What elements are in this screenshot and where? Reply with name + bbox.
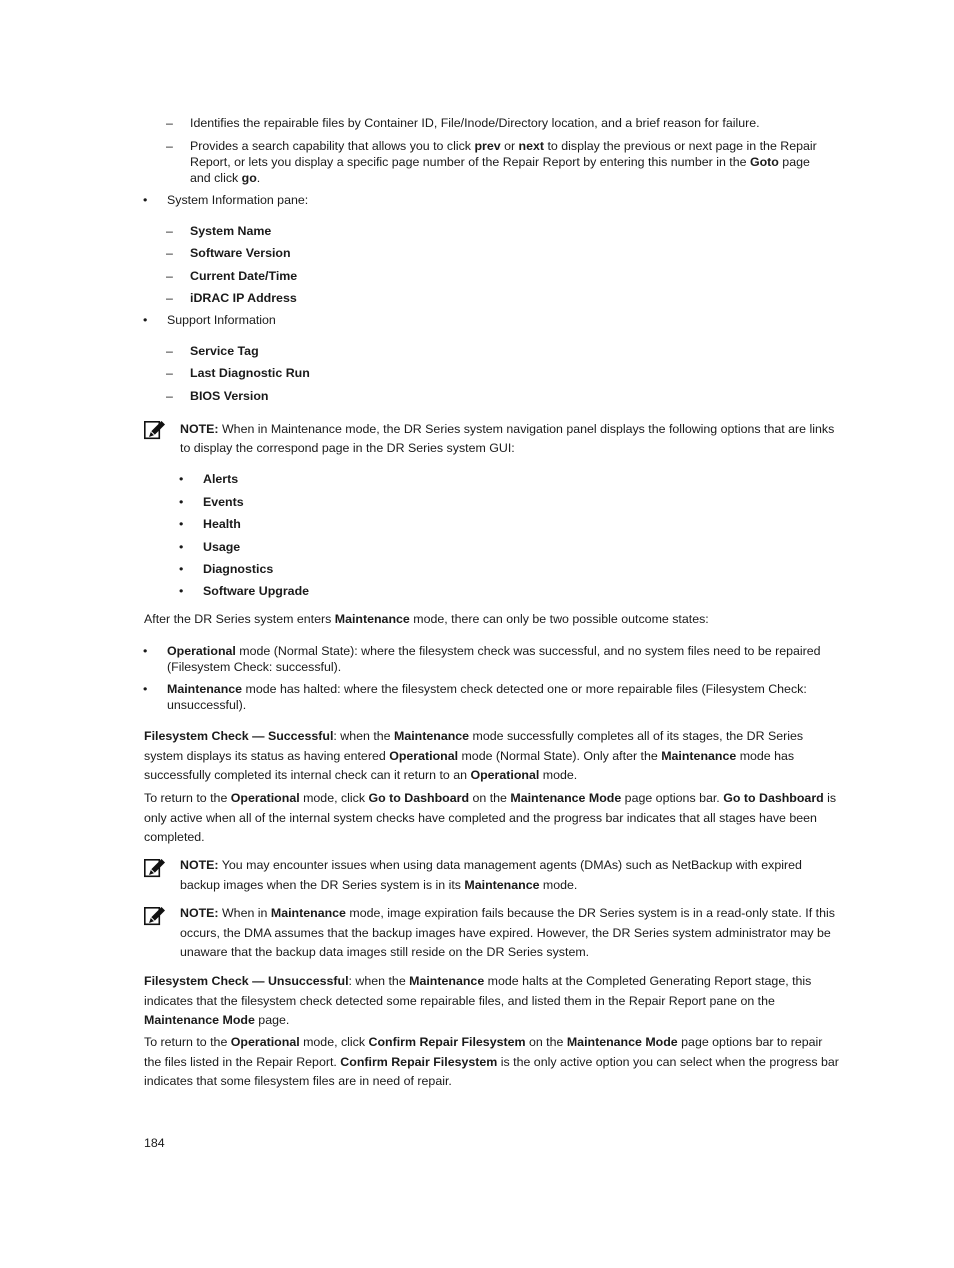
nav-option-link[interactable]: Diagnostics — [203, 562, 274, 576]
pencil-note-icon — [144, 858, 166, 878]
return-operational-dashboard-paragraph — [144, 789, 840, 848]
outcome-maintenance — [167, 681, 839, 713]
nav-option-link[interactable]: Events — [203, 495, 244, 509]
bold-term: Maintenance Mode — [144, 1013, 255, 1027]
text-run: mode, click — [299, 791, 369, 805]
text-run: : when the — [348, 974, 410, 988]
bold-term: NOTE: — [180, 906, 219, 920]
bold-term: next — [518, 139, 545, 153]
bold-term: Maintenance Mode — [510, 791, 622, 805]
text-run: on the — [525, 1035, 567, 1049]
text-run: . — [256, 171, 261, 185]
bold-term: Maintenance — [394, 729, 470, 743]
support-info-label: Support Information — [167, 313, 276, 327]
bold-term: Operational — [470, 768, 540, 782]
text-run: mode. — [539, 877, 578, 892]
support-info-item: Service Tag — [190, 344, 259, 358]
bold-term: Maintenance — [270, 906, 346, 920]
return-operational-repair-paragraph — [144, 1033, 840, 1092]
bold-term: Confirm Repair Filesystem — [340, 1054, 498, 1069]
bullet-marker: • — [143, 644, 148, 658]
bold-term: Maintenance — [167, 682, 243, 696]
text-run: page options bar. — [621, 791, 724, 805]
bold-term: Operational — [389, 748, 459, 763]
note-dma-issues — [180, 856, 840, 895]
dash-marker: – — [166, 224, 173, 238]
filesystem-check-unsuccessful-paragraph — [144, 972, 840, 1031]
dash-marker: – — [166, 116, 173, 130]
nav-option-link[interactable]: Health — [203, 517, 241, 531]
text-run: is only active when all of the internal system checks have completed and the progress bar indicates that all stages have been completed. — [144, 791, 837, 844]
bullet-marker: • — [179, 517, 184, 531]
dash-marker: – — [166, 246, 173, 260]
text-run: mode has successfully completed its internal check can it return to an — [144, 748, 795, 782]
bullet-marker: • — [179, 472, 184, 486]
text-run: When in — [218, 906, 271, 920]
text-run: page and click — [190, 155, 810, 185]
note-image-expiration — [180, 904, 840, 963]
outcome-operational — [167, 643, 839, 675]
bold-term: Goto — [749, 155, 779, 169]
bullet-marker: • — [179, 540, 184, 554]
bold-term: Operational — [167, 644, 236, 658]
system-info-item: System Name — [190, 224, 272, 238]
bold-term: go — [241, 171, 257, 185]
text-run: or — [500, 139, 519, 153]
bold-term: Operational — [230, 1035, 300, 1049]
bold-term: Maintenance — [334, 612, 410, 626]
system-info-item: Current Date/Time — [190, 269, 298, 283]
bullet-marker: • — [179, 584, 184, 598]
bullet-marker: • — [143, 313, 148, 327]
nav-option-link[interactable]: Usage — [203, 540, 241, 554]
text-run: is the only active option you can select when the progress bar indicates that some filesystem files are in need of repair. — [144, 1054, 839, 1088]
pencil-note-icon — [144, 420, 166, 440]
text-run: After the DR Series system enters — [144, 612, 335, 626]
note-maintenance-nav — [180, 420, 840, 458]
text-run: mode successfully completes all of its stages, the DR Series system displays its status as having entered — [144, 729, 804, 763]
note-label: NOTE: — [180, 422, 219, 436]
note-text: When in Maintenance mode, the DR Series system navigation panel displays the following options that are links to display the correspond page in the DR Series system GUI: — [180, 422, 835, 455]
support-info-item: BIOS Version — [190, 389, 269, 403]
outcome-intro-paragraph — [144, 611, 840, 627]
dash-item-search-capability — [190, 138, 830, 186]
text-run: To return to the — [144, 1035, 231, 1049]
bold-term: Go to Dashboard — [368, 791, 470, 805]
nav-option-link[interactable]: Alerts — [203, 472, 239, 486]
text-run: mode. — [539, 768, 578, 782]
text-run: page options bar to repair the files listed in the Repair Report. — [144, 1035, 823, 1069]
bold-term: Maintenance — [464, 877, 540, 892]
bold-term: Maintenance — [409, 974, 485, 988]
dash-marker: – — [166, 389, 173, 403]
dash-marker: – — [166, 291, 173, 305]
bullet-marker: • — [179, 495, 184, 509]
text-run: to display the previous or next page in the Repair Report, or lets you display a specific page number of the Repair Report by entering this number in the — [190, 139, 817, 169]
text-run: You may encounter issues when using data management agents (DMAs) such as NetBackup with expired backup images when the DR Series system is in its — [180, 858, 802, 892]
text-run: on the — [469, 791, 511, 805]
bullet-marker: • — [143, 193, 148, 207]
bullet-marker: • — [179, 562, 184, 576]
text-run: : when the — [333, 729, 395, 743]
bullet-marker: • — [143, 682, 148, 696]
nav-option-link[interactable]: Software Upgrade — [203, 584, 310, 598]
dash-marker: – — [166, 139, 173, 153]
text-run: mode, there can only be two possible outcome states: — [409, 612, 709, 626]
dash-marker: – — [166, 366, 173, 380]
system-info-item: Software Version — [190, 246, 291, 260]
bold-term: Filesystem Check — Successful — [144, 729, 334, 743]
dash-marker: – — [166, 344, 173, 358]
dash-marker: – — [166, 269, 173, 283]
bold-term: Operational — [230, 791, 300, 805]
text-run: mode, click — [299, 1035, 369, 1049]
dash-item-repairable-files — [190, 115, 840, 131]
system-info-label: System Information pane: — [167, 193, 309, 207]
text-run: mode halts at the Completed Generating Report stage, this indicates that the filesystem check detected some repairable files, and listed them in the Repair Report pane on the — [144, 974, 812, 1008]
text-run: mode (Normal State). Only after the — [458, 748, 662, 763]
bold-term: Maintenance Mode — [566, 1035, 678, 1049]
system-info-item: iDRAC IP Address — [190, 291, 297, 305]
bold-term: NOTE: — [180, 858, 219, 872]
text-run: mode (Normal State): where the filesystem check was successful, and no system files need to be repaired (Filesystem Check: successful). — [167, 644, 821, 674]
bold-term: Confirm Repair Filesystem — [368, 1035, 526, 1049]
bold-term: Maintenance — [661, 748, 737, 763]
bold-term: prev — [474, 139, 501, 153]
text-run: To return to the — [144, 791, 231, 805]
filesystem-check-successful-paragraph — [144, 727, 840, 786]
bold-term: Go to Dashboard — [723, 791, 824, 805]
pencil-note-icon — [144, 906, 166, 926]
text-run: page. — [254, 1013, 290, 1027]
text-run: Provides a search capability that allows you to click — [190, 139, 475, 153]
page-number: 184 — [144, 1136, 165, 1150]
support-info-item: Last Diagnostic Run — [190, 366, 310, 380]
text-run: mode has halted: where the filesystem check detected one or more repairable files (Filesystem Check: unsuccessful). — [167, 682, 807, 712]
bold-term: Filesystem Check — Unsuccessful — [144, 974, 349, 988]
text-run: Identifies the repairable files by Container ID, File/Inode/Directory location, and a brief reason for failure. — [190, 116, 760, 130]
text-run: mode, image expiration fails because the DR Series system is in a read-only state. If this occurs, the DMA assumes that the backup images have expired. However, the DR Series system administrator may be unaware that the backup data images still reside on the DR Series system. — [180, 906, 835, 959]
